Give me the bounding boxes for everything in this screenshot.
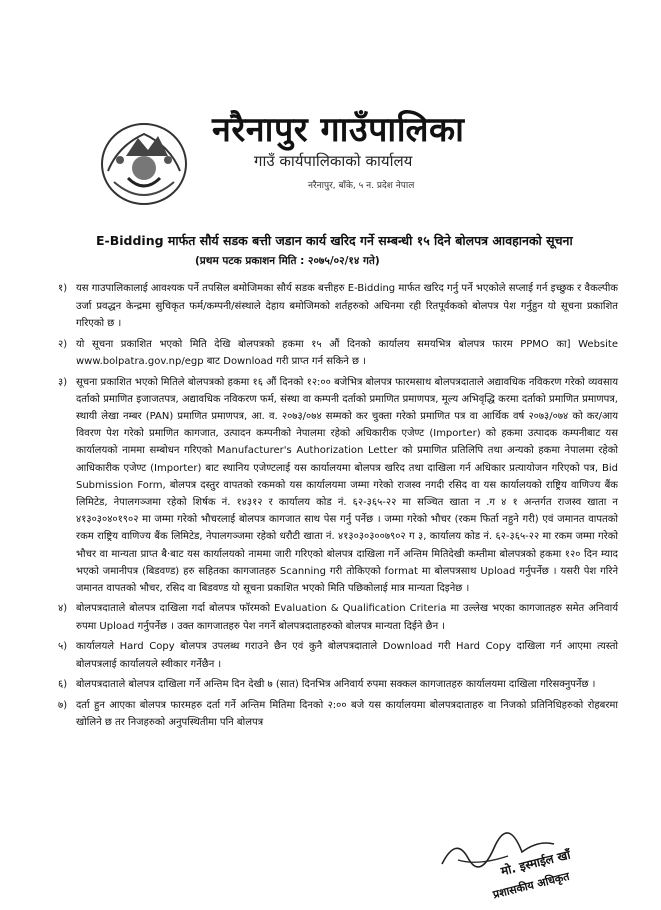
signatory-role: प्रशासकीय अधिकृत bbox=[491, 869, 571, 902]
item-text: बोलपत्रदाताले बोलपत्र दाखिला गर्ने अन्तिम दिन देखी ७ (सात) दिनभित्र अनिवार्य रुपमा सक्कल कागजातहरु कार्यालयमा दाखिला गरिसक्नुपर्नेछ । bbox=[76, 679, 596, 691]
item-number: २) bbox=[58, 338, 68, 350]
notice-title: E-Bidding मार्फत सौर्य सडक बत्ती जडान कार्य खरिद गर्ने सम्बन्धी १५ दिने बोलपत्र आवहानको सूचना bbox=[96, 233, 573, 248]
nepal-emblem-icon bbox=[98, 116, 190, 208]
office-name: गाउँ कार्यपालिकाको कार्यालय bbox=[254, 152, 413, 170]
item-number: १) bbox=[58, 283, 68, 294]
item-text: कार्यालयले Hard Copy बोलपत्र उपलब्ध गराउने छैन एवं कुनै बोलपत्रदाताले Download गरी Hard Copy दाखिला गर्न आएमा त्यस्तो बोलपत्रलाई कार्यालयले स्वीकार गर्नेछैन । bbox=[76, 641, 618, 670]
item-number: ५) bbox=[58, 641, 68, 653]
conditions-list bbox=[58, 280, 618, 735]
item-text: बोलपत्रदाताले बोलपत्र दाखिला गर्दा बोलपत्र फॉरमको Evaluation & Qualification Criteria मा उल्लेख भएका कागजातहरु समेत अनिवार्य रुपमा Upload गर्नुपर्नेछ । उक्त कागजातहरु पेश नगर्ने बोलपत्रदाताहरुको बोलपत्र मान्यता दिईने छैन । bbox=[76, 603, 618, 632]
signatory-name: मो. इस्माईल खाँ bbox=[499, 847, 572, 879]
list-item bbox=[58, 600, 618, 635]
signature-block bbox=[430, 826, 630, 910]
item-text: दर्ता हुन आएका बोलपत्र फारमहरु दर्ता गर्ने अन्तिम मितिमा दिनको २:०० बजे यस कार्यालयमा बोलपत्रदाताहरु वा निजको प्रतिनिधिहरुको रोहबरमा खोलिने छ तर निजहरुको अनुपस्थितीमा पनि बोलपत्र bbox=[76, 699, 618, 729]
notice-subtitle: (प्रथम पटक प्रकाशन मिति : २०७५/०२/१४ गते) bbox=[195, 255, 380, 267]
list-item bbox=[58, 638, 618, 673]
org-name: नरैनापुर गाउँपालिका bbox=[212, 110, 465, 150]
list-item bbox=[58, 676, 618, 694]
item-number: ४) bbox=[58, 603, 68, 615]
item-number: ३) bbox=[58, 376, 68, 388]
item-text: यस गाउपालिकालाई आवश्यक पर्ने तपसिल बमोजिमका सौर्य सडक बत्तीहरु E-Bidding मार्फत खरिद गर्नु पर्ने भएकोले सप्लाई गर्न इच्छुक र वैकल्पीक उर्जा प्रवद्धन केन्द्रमा सुचिकृत फर्म/कम्पनी/संस्थाले देहाय बमोजिमको शर्तहरुको अधिनमा रही रितपूर्वकको बोलपत्र पेश गर्नुहुन यो सूचना प्रकाशित गरिएको छ । bbox=[76, 283, 618, 329]
list-item bbox=[58, 336, 618, 371]
list-item bbox=[58, 374, 618, 598]
office-address: नरैनापुर, बाँके, ५ न. प्रदेश नेपाल bbox=[308, 181, 415, 191]
list-item bbox=[58, 697, 618, 732]
item-number: ७) bbox=[58, 699, 68, 711]
item-number: ६) bbox=[58, 679, 68, 691]
item-text: यो सूचना प्रकाशित भएको मिति देखि बोलपत्रको हकमा १५ औं दिनको कार्यालय समयभित्र बोलपत्र फारम PPMO का] Website www.bolpatra.gov.np/egp बाट Download गरी प्राप्त गर्न सकिने छ । bbox=[76, 338, 618, 367]
list-item bbox=[58, 280, 618, 333]
item-text: सूचना प्रकाशित भएको मितिले बोलपत्रको हकमा १६ औं दिनको १२:०० बजेभित्र बोलपत्र फारमसाथ बोलपत्रदाताले अद्यावधिक नविकरण गरेको व्यवसाय दर्ताको प्रमाणित इजाजतपत्र, अद्यावधिक नविकरण फर्म, संस्था वा कम्पनी दर्ताको प्रमाणित प्रमाणपत्र, मूल्य अभिवृद्धि करमा दर्ताको प्रमाणित प्रमाणपत्र, स्थायी लेखा नम्बर (PAN) प्रमाणित प्रमाणपत्र, आ. व. २०७३/०७४ सम्मको कर चुक्ता गरेको प्रमाणित पत्र वा आर्थिक वर्ष २०७३/०७४ को कर/आय विवरण पेश गरेको प्रमाणित कागजात, उत्पादन कम्पनीको नेपालमा रहेको अधिकारीक एजेण्ट (Importer) को हकमा उत्पादक कम्पनीबाट यस कार्यालयको नाममा सम्बोधन गरिएको Manufacturer's Authorization Letter को प्रमाणित प्रतिलिपि तथा अन्यको हकमा नेपालमा रहेको आधिकारीक एजेण्ट (Importer) बाट स्थानिय एजेण्टलाई यस कार्यालयमा बोलपत्र खरिद तथा दाखिला गर्न अधिकार प्रत्यायोजन गरिएको पत्र, Bid Submission Form, बोलपत्र दस्तुर वापतको रकमको यस कार्यालयमा जम्मा गरेको राजस्व नगदी रसिद वा यस कार्यालयको राष्ट्रिय वाणिज्य बैंक लिमिटेड, नेपालगञ्जमा रहेको शिर्षक नं. १४३१२ र कार्यालय कोड नं. ६२-३६५-२२ मा सञ्चित खाता न .ग ४ १ अन्तर्गत राजस्व खाता न ४१३०३०४०१९०२ मा जम्मा गरेको भौचरलाई बोलपत्र कागजात साथ पेस गर्नु पर्नेछ । जम्मा गरेको भौचर (रकम फिर्ता नहुने गरी) एवं जमानत वापतको रकम राष्ट्रिय वाणिज्य बैंक लिमिटेड, नेपालगञ्जमा रहेको धरौटी खाता नं. ४१३०३०३००७९०२ ग ३, कार्यालय कोड नं. ६२-३६५-२२ मा रकम जम्मा गरेको भौचर वा मान्यता प्राप्त बै·बाट यस कार्यालयको नाममा जारी गरिएको बोलपत्र दाखिला गर्ने अन्तिम मितिदेखी कम्तीमा बोलपत्रको हकमा १२० दिन म्याद भएको जमानीपत्र (बिडवण्ड) हरु सहितका कागजातहरु Scanning गरी तोकिएको format मा बोलपत्रसाथ Upload गर्नुपर्नेछ । यसरी पेश गरिने जमानत वापतको भौचर, रसिद वा बिडवण्ड यो सूचना प्रकाशित भएको मिति पछिकोलाई मात्र मान्यता दिइनेछ । bbox=[76, 376, 618, 594]
